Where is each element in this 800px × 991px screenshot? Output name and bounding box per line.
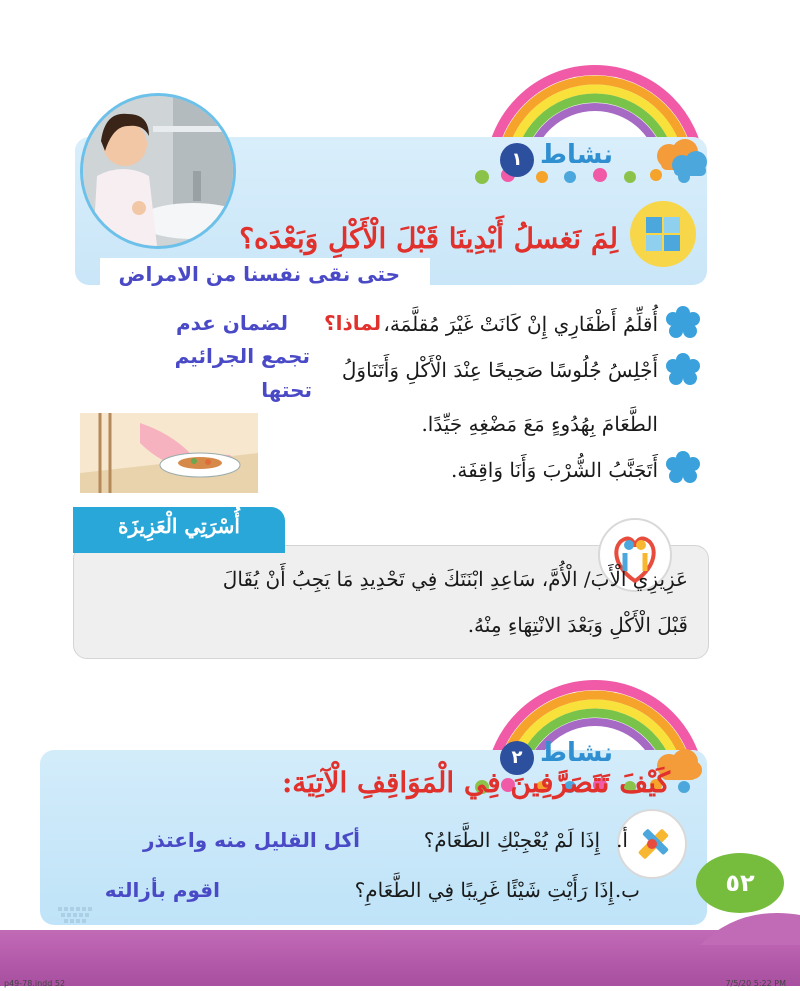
activity2-question: كَيْفَ تَتَصَرَّفِينَ فِي الْمَوَاقِفِ الْآتِيَة: [281, 766, 670, 799]
puzzle-icon [628, 199, 698, 269]
footer-band [0, 930, 800, 986]
activity1-number-badge: ١ [500, 143, 534, 177]
activity2-number-badge: ٢ [500, 741, 534, 775]
family-line-1: عَزِيزِي الْأَبَ/ الْأُمَّ، سَاعِدِ ابْنَتَكَ فِي تَحْدِيدِ مَا يَجِبُ أَنْ يُقَالَ [222, 567, 688, 591]
q-a-answer: أكل القليل منه واعتذر [142, 828, 360, 852]
item-2-continuation: الطَّعَامَ بِهُدُوءٍ مَعَ مَضْغِهِ جَيِّدًا. [421, 412, 658, 436]
item-3-text: أَتَجَنَّبُ الشُّرْبَ وَأَنَا وَاقِفَة. [451, 458, 658, 482]
answer-line-1: لضمان عدم [175, 311, 288, 335]
footer-file: p49-78.indd 52 [4, 979, 66, 988]
item-2-text: أَجْلِسُ جُلُوسًا صَحِيحًا عِنْدَ الْأَكْلِ وَأَتَنَاوَلُ [341, 358, 658, 382]
family-line-2: قَبْلَ الْأَكْلِ وَبَعْدَ الانْتِهَاءِ مِنْهُ. [467, 613, 688, 637]
answer-line-3: تحتها [261, 378, 312, 402]
footer-wave [700, 905, 800, 945]
flower-bullet-icon [666, 353, 700, 387]
family-title: أُسْرَتِي الْعَزِيزَة [118, 514, 240, 538]
item-1-highlight: لماذا؟ [324, 311, 382, 335]
family-tab [73, 507, 285, 553]
activity1-handwritten-answer: حتى نقى نفسنا من الامراض [118, 262, 400, 286]
q-b-text: إِذَا رَأَيْتِ شَيْئًا غَرِيبًا فِي الطَّعَامِ؟ [354, 878, 614, 902]
activity1-label: نشاط [540, 140, 613, 170]
activity2-label: نشاط [540, 738, 613, 768]
activity1-question: لِمَ نَغسلُ أَيْدِينَا قَبْلَ الْأَكْلِ وَبَعْدَه؟ [239, 222, 618, 255]
flower-bullet-icon [666, 306, 700, 340]
eating-illustration [80, 413, 258, 493]
q-b-answer: اقوم بأزالته [104, 878, 220, 902]
q-a-text: إِذَا لَمْ يُعْجِبْكِ الطَّعَامُ؟ [423, 828, 600, 852]
item-1-text: أُقلِّمُ أَظْفَارِي إِنْ كَانَتْ غَيْرَ مُقلَّمَة، [383, 312, 658, 336]
q-a-letter: أ. [616, 828, 628, 852]
girl-washing-hands-photo [80, 93, 236, 249]
answer-line-2: تجمع الجرائيم [174, 344, 310, 368]
footer-timestamp: 7/5/20 5:22 PM [725, 979, 786, 988]
q-b-letter: ب. [614, 878, 640, 902]
rainbow-decoration [480, 55, 710, 145]
flower-bullet-icon [666, 451, 700, 485]
page-number: ٥٢ [696, 853, 784, 913]
